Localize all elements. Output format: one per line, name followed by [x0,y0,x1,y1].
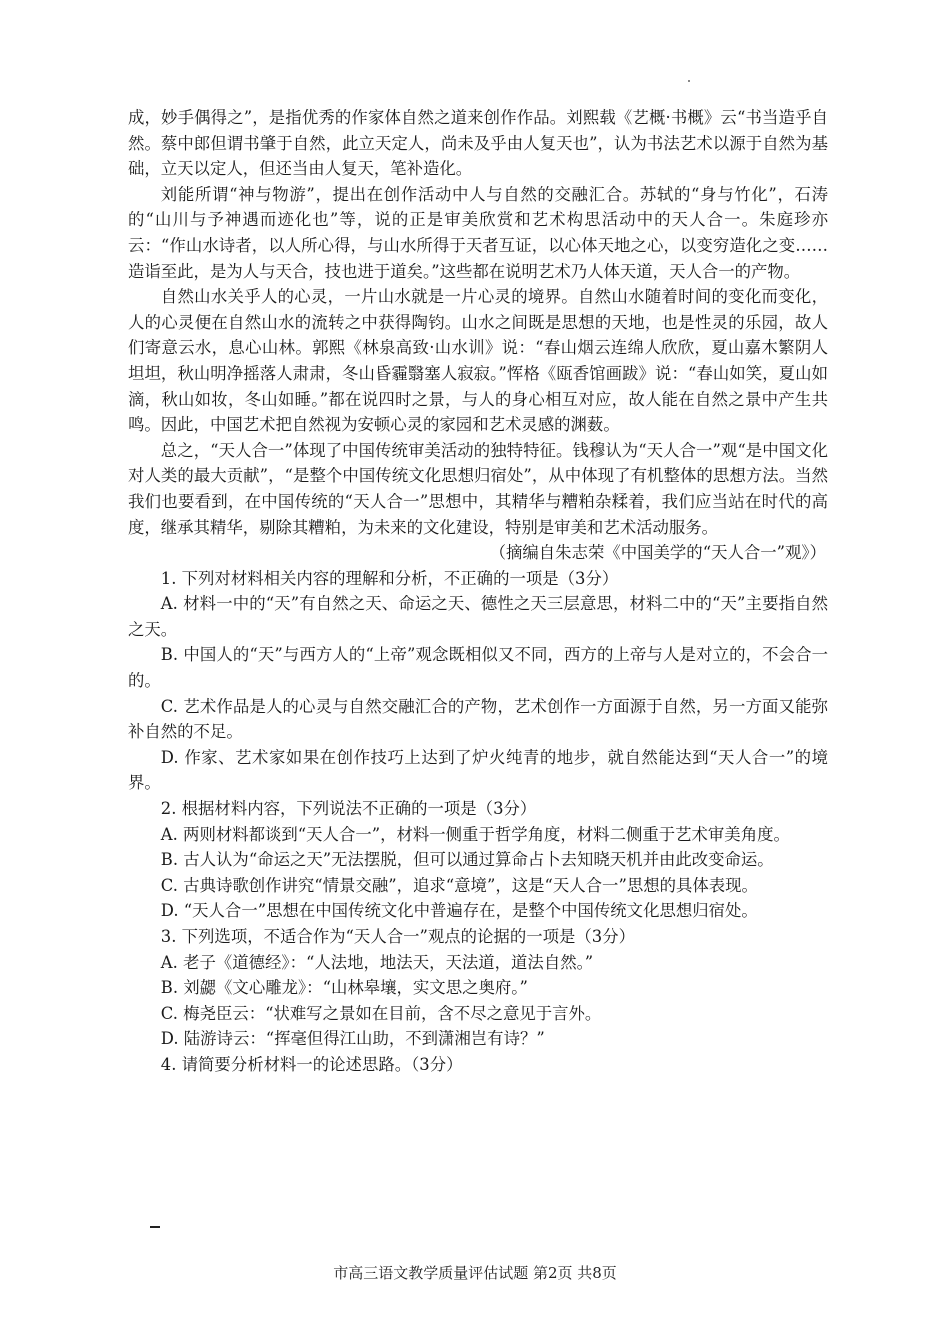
option-c: C. 艺术作品是人的心灵与自然交融汇合的产物，艺术创作一方面源于自然，另一方面又能弥补自然的不足。 [128,696,828,742]
paragraph-2: 刘能所谓“神与物游”，提出在创作活动中人与自然的交融汇合。苏轼的“身与竹化”，石涛的“山川与予神遇而迹化也”等，说的正是审美欣赏和艺术构思活动中的天人合一。朱庭珍亦云：“作山水诗者，以人所心得，与山水所得于天者互证，以心体天地之心，以变穷造化之变……造诣至此，是为人与天合，技也进于道矣。”这些都在说明艺术乃人体天道，天人合一的产物。 [128,184,828,281]
paragraph-3: 自然山水关乎人的心灵，一片山水就是一片心灵的境界。自然山水随着时间的变化而变化，人的心灵便在自然山水的流转之中获得陶钧。山水之间既是思想的天地，也是性灵的乐园，故人们寄意云水，息心山林。郭熙《林泉高致·山水训》说：“春山烟云连绵人欣欣，夏山嘉木繁阴人坦坦，秋山明净摇落人肃肃，冬山昏霾翳塞人寂寂。”恽格《瓯香馆画跋》说：“春山如笑，夏山如滴，秋山如妆，冬山如睡。”都在说四时之景，与人的身心相互对应，故人能在自然之景中产生共鸣。因此，中国艺术把自然视为安顿心灵的家园和艺术灵感的渊薮。 [128,287,828,435]
option-b: B. 刘勰《文心雕龙》：“山林皋壤，实文思之奥府。” [160,978,528,998]
option-a: A. 材料一中的“天”有自然之天、命运之天、德性之天三层意思，材料二中的“天”主要指自然之天。 [128,594,828,639]
question-1 [128,566,828,796]
question-stem: 1. 下列对材料相关内容的理解和分析，不正确的一项是（3分） [160,568,619,588]
source-citation: （摘编自朱志荣《中国美学的“天人合一”观》） [489,543,826,563]
question-4 [128,1052,828,1078]
option-b: B. 古人认为“命运之天”无法摆脱，但可以通过算命占卜去知晓天机并由此改变命运。 [160,850,774,870]
body-text [128,105,828,1078]
scan-speck [688,80,690,82]
question-stem: 2. 根据材料内容，下列说法不正确的一项是（3分） [160,799,537,819]
option-d: D. 陆游诗云：“挥毫但得江山助，不到潇湘岂有诗？” [160,1029,545,1049]
option-a: A. 老子《道德经》：“人法地，地法天，天法道，道法自然。” [160,952,594,972]
answer-line-mark [150,1226,160,1228]
question-stem: 4. 请简要分析材料一的论述思路。（3分） [160,1054,463,1074]
option-c: C. 古典诗歌创作讲究“情景交融”，追求“意境”，这是“天人合一”思想的具体表现。 [160,875,758,895]
option-d: D. 作家、艺术家如果在创作技巧上达到了炉火纯青的地步，就自然能达到“天人合一”的境界。 [128,747,828,793]
question-2 [128,796,828,924]
option-d: D. “天人合一”思想在中国传统文化中普遍存在，是整个中国传统文化思想归宿处。 [160,901,758,921]
option-b: B. 中国人的“天”与西方人的“上帝”观念既相似又不同，西方的上帝与人是对立的，不会合一的。 [128,645,828,691]
paragraph-1: 成，妙手偶得之”，是指优秀的作家体自然之道来创作作品。刘熙载《艺概·书概》云“书当造乎自然。蔡中郎但谓书肇于自然，此立天定人，尚未及乎由人复天也”，认为书法艺术以源于自然为基础，立天以定人，但还当由人复天，笔补造化。 [128,108,828,179]
paragraph-4: 总之，“天人合一”体现了中国传统审美活动的独特特征。钱穆认为“天人合一”观“是中国文化对人类的最大贡献”，“是整个中国传统文化思想归宿处”，从中体现了有机整体的思想方法。当然我们也要看到，在中国传统的“天人合一”思想中，其精华与糟粕杂糅着，我们应当站在时代的高度，继承其精华，剔除其糟粕，为未来的文化建设，特别是审美和艺术活动服务。 [128,440,828,537]
question-3 [128,924,828,1052]
page-footer: 市高三语文教学质量评估试题 第2页 共8页 [333,1264,617,1282]
option-a: A. 两则材料都谈到“天人合一”，材料一侧重于哲学角度，材料二侧重于艺术审美角度。 [160,824,790,844]
option-c: C. 梅尧臣云：“状难写之景如在目前，含不尽之意见于言外。 [160,1003,602,1023]
question-stem: 3. 下列选项，不适合作为“天人合一”观点的论据的一项是（3分） [160,927,635,946]
